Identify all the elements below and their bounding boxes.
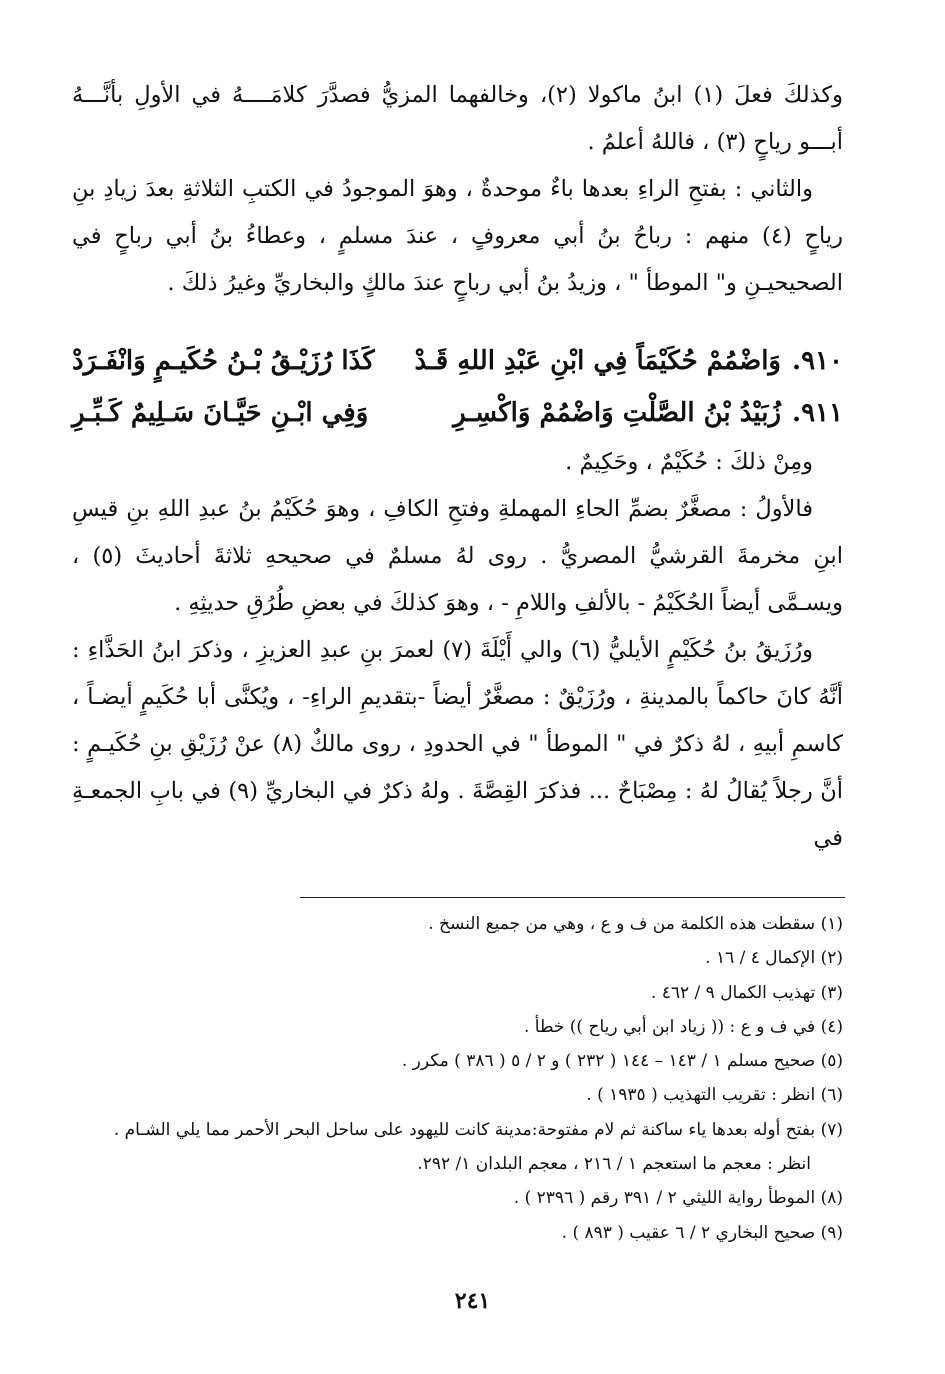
page-number: ٢٤١ <box>454 1288 491 1314</box>
paragraph-2: والثاني : بفتحِ الراءِ بعدها باءٌ موحدةٌ ، وهوَ الموجودُ في الكتبِ الثلاثةِ بعدَ زيادِ بنِ رياحٍ (٤) منهم : رباحُ بنُ أبي معروفٍ ، عندَ مسلمٍ ، وعطاءُ بنُ أبي رباحٍ في الصحيحيـنِ و" الموطأ " ، وزيدُ بنُ أبي رباحٍ عندَ مالكٍ والبخاريِّ وغيرُ ذلكَ . <box>72 176 843 296</box>
footnote-4: (٤) في ف و ع : (( زياد ابن أبي رياح )) خطأ . <box>523 1016 843 1037</box>
footnote-2: (٢) الإكمال ٤ / ١٦ . <box>705 948 843 969</box>
footnote-5: (٥) صحيح مسلم ١ / ١٤٣ – ١٤٤ ( ٢٣٢ ) و ٢ / ٥ ( ٣٨٦ ) مكرر . <box>401 1051 843 1072</box>
main-text <box>72 72 843 862</box>
verse-first-hemistich: زُبَيْدُ بْنُ الصَّلْتِ وَاضْمُمْ وَاكْسِـرِ <box>453 398 781 428</box>
footnote-8: (٨) الموطأ رواية الليثي ٢ / ٣٩١ رقم ( ٢٣٩٦ ) . <box>513 1188 843 1209</box>
footnote-divider <box>300 897 845 898</box>
footnote-3: (٣) تهذيب الكمال ٩ / ٤٦٢ . <box>650 982 843 1003</box>
verse-number: ٩١١. <box>792 398 843 428</box>
footnote-6: (٦) انظر : تقريب التهذيب ( ١٩٣٥ ) . <box>586 1085 843 1106</box>
verse-second-hemistich: كَذَا رُزَيْـقُ بْـنُ حُكَيـمٍ وَانْفَـرَدْ <box>72 346 375 376</box>
verse-second-hemistich: وَفِي ابْـنِ حَيَّـانَ سَـلِيمٌ كَـبِّـرِ <box>72 398 369 428</box>
paragraph-3: ومِنْ ذلكَ : حُكَيْمٌ ، وحَكِيمٌ . <box>565 449 813 475</box>
poem-verse-911 <box>72 387 843 439</box>
paragraph-5: ورُزَيقُ بنُ حُكَيْمٍ الأيليُّ (٦) والي أَيْلَةَ (٧) لعمرَ بنِ عبدِ العزيزِ ، وذكرَ ابنُ الحَذَّاءِ : أنَّهُ كانَ حاكماً بالمدينةِ ، ورُزَيْقٌ : مصغَّرٌ أيضاً -بتقديمِ الراءِ- ، ويُكنَّى أبا حُكَيمٍ أيضـاً ، كاسمِ أبيهِ ، لهُ ذكرٌ في " الموطأ " في الحدودِ ، روى مالكٌ (٨) عنْ رُزَيْقِ بنِ حُكَيـمٍ : أنَّ رجلاً يُقالُ لهُ : مِصْبَاحٌ ... فذكرَ القِصَّةَ . ولهُ ذكرٌ في البخاريِّ (٩) في بابِ الجمعـةِ في <box>72 637 843 851</box>
poem-verse-910 <box>72 335 843 387</box>
footnote-7-continuation: انظر : معجم ما استعجم ١ / ٢١٦ ، معجم البلدان ١/ ٢٩٢. <box>417 1154 811 1175</box>
paragraph-1: وكذلكَ فعلَ (١) ابنُ ماكولا (٢)، وخالفهما المزيُّ فصدَّرَ كلامَــــهُ في الأولِ بأنَّـــهُ أبـــو رياحٍ (٣) ، فاللهُ أعلمُ . <box>72 82 843 155</box>
verse-first-hemistich: وَاضْمُمْ حُكَيْمَاً فِي ابْنِ عَبْدِ اللهِ قَـدْ <box>414 346 781 376</box>
footnote-1: (١) سقطت هذه الكلمة من ف و ع ، وهي من جميع النسخ . <box>428 914 843 934</box>
spacer <box>72 307 843 335</box>
footnote-7: (٧) بفتح أوله بعدها ياء ساكنة ثم لام مفتوحة:مدينة كانت لليهود على ساحل البحر الأحمر مما يلي الشـام . <box>113 1119 843 1140</box>
paragraph-4: فالأولُ : مصغَّرٌ بضمِّ الحاءِ المهملةِ وفتحِ الكافِ ، وهوَ حُكَيْمُ بنُ عبدِ اللهِ بنِ قيسِ ابنِ مخرمةَ القرشيُّ المصريُّ . روى لهُ مسلمٌ في صحيحهِ ثلاثةَ أحاديثَ (٥) ، ويسـمَّى أيضاً الحُكَيْمُ - بالألفِ واللامِ - ، وهوَ كذلكَ في بعضِ طُرُقِ حديثِهِ . <box>72 496 843 616</box>
footnotes <box>72 907 843 1250</box>
verse-number: ٩١٠. <box>792 346 843 376</box>
footnote-9: (٩) صحيح البخاري ٢ / ٦ عقيب ( ٨٩٣ ) . <box>561 1222 843 1243</box>
